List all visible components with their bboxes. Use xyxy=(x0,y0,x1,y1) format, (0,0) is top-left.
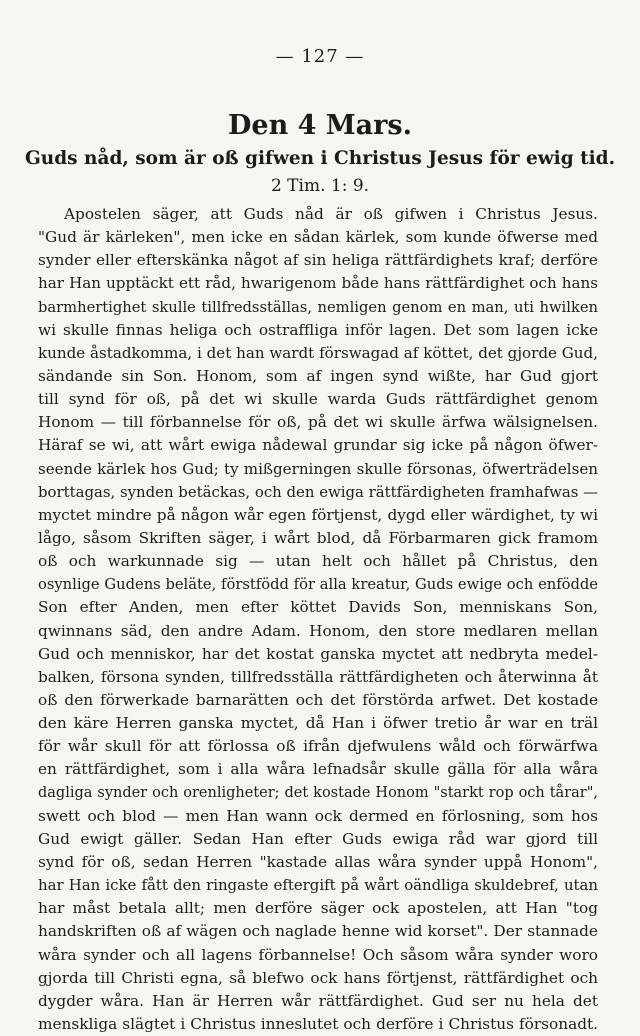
text-line: Gud ewigt gäller. Sedan Han efter Guds ewiga råd war gjord till xyxy=(38,829,598,848)
text-line: till synd för oß, på det wi skulle warda Guds rättfärdighet genom xyxy=(38,390,598,409)
text-line: för wår skull för att förlossa oß ifrån djefwulens wåld och förwärfwa xyxy=(38,737,598,756)
text-line: Son efter Anden, men efter köttet Davids Son, menniskans Son, xyxy=(38,598,598,617)
date-heading: Den 4 Mars. xyxy=(227,110,413,141)
text-line: kunde åstadkomma, i det han wardt förswagad af köttet, det gjorde Gud, xyxy=(38,343,598,362)
text-line: oß och warkunnade sig — utan helt och hållet på Christus, den xyxy=(38,552,598,571)
text-line: swett och blod — men Han wann ock dermed en förlosning, som hos xyxy=(38,806,598,825)
verse-reference: 2 Tim. 1: 9. xyxy=(270,176,370,196)
text-line: wåra synder och all lagens förbannelse! Och såsom wåra synder woro xyxy=(38,945,598,964)
text-line: lågo, såsom Skriften säger, i wårt blod, då Förbarmaren gick framom xyxy=(38,528,598,547)
text-line: dygder wåra. Han är Herren wår rättfärdighet. Gud ser nu hela det xyxy=(38,991,598,1010)
text-line: "Gud är kärleken", men icke en sådan kärlek, som kunde öfwerse med xyxy=(38,228,598,247)
text-line: qwinnans säd, den andre Adam. Honom, den store medlaren mellan xyxy=(38,621,598,640)
text-line: osynlige Gudens beläte, förstfödd för alla kreatur, Guds ewige och enfödde xyxy=(38,576,598,594)
text-line: har Han upptäckt ett råd, hwarigenom både hans rättfärdighet och hans xyxy=(38,274,598,293)
text-line: barmhertighet skulle tillfredsställas, nemligen genom en man, uti hwilken xyxy=(38,298,598,316)
text-line: den käre Herren ganska myctet, då Han i öfwer tretio år war en träl xyxy=(38,714,598,733)
text-line: myctet mindre på någon wår egen förtjenst, dygd eller wärdighet, ty wi xyxy=(38,505,598,524)
text-line: sändande sin Son. Honom, som af ingen synd wißte, har Gud gjort xyxy=(38,366,598,385)
text-line: Honom — till förbannelse för oß, på det wi skulle ärfwa wälsignelsen. xyxy=(38,413,598,432)
text-line: har Han icke fått den ringaste eftergift på wårt oändliga skuldebref, utan xyxy=(38,876,598,895)
text-line: har måst betala allt; men derföre säger ock apostelen, att Han "tog xyxy=(38,899,598,918)
text-line: menskliga slägtet i Christus inneslutet och derföre i Christus försonadt. xyxy=(38,1014,598,1033)
text-line: balken, försona synden, tillfredsställa rättfärdigheten och återwinna åt xyxy=(38,667,598,686)
text-line: en rättfärdighet, som i alla wåra lefnadsår skulle gälla för alla wåra xyxy=(38,760,598,779)
text-line: Apostelen säger, att Guds nåd är oß gifwen i Christus Jesus. xyxy=(64,205,598,223)
text-line: borttagas, synden betäckas, och den ewiga rättfärdigheten framhafwas — xyxy=(38,482,598,501)
text-line: seende kärlek hos Gud; ty mißgerningen skulle försonas, öfwerträdelsen xyxy=(38,459,598,478)
body-text xyxy=(38,203,598,1036)
text-line: gjorda till Christi egna, så blefwo ock hans förtjenst, rättfärdighet och xyxy=(38,968,598,987)
text-line: synder eller efterskänka något af sin heliga rättfärdighets kraf; derföre xyxy=(38,251,598,270)
text-line: Häraf se wi, att wårt ewiga nådewal grundar sig icke på någon öfwer- xyxy=(38,436,598,455)
text-line: handskriften oß af wägen och naglade henne wid korset". Der stannade xyxy=(38,922,598,941)
verse-heading: Guds nåd, som är oß gifwen i Christus Jesus för ewig tid. xyxy=(24,148,616,169)
text-line: Gud och menniskor, har det kostat ganska myctet att nedbryta medel- xyxy=(38,644,598,663)
page-number: — 127 — xyxy=(275,46,365,67)
text-line: dagliga synder och orenligheter; det kostade Honom "starkt rop och tårar", xyxy=(38,784,598,801)
text-line: synd för oß, sedan Herren "kastade allas wåra synder uppå Honom", xyxy=(38,852,598,871)
text-line: wi skulle finnas heliga och ostraffliga inför lagen. Det som lagen icke xyxy=(38,320,598,339)
text-line: oß den förwerkade barnarätten och det förstörda arfwet. Det kostade xyxy=(38,690,598,709)
